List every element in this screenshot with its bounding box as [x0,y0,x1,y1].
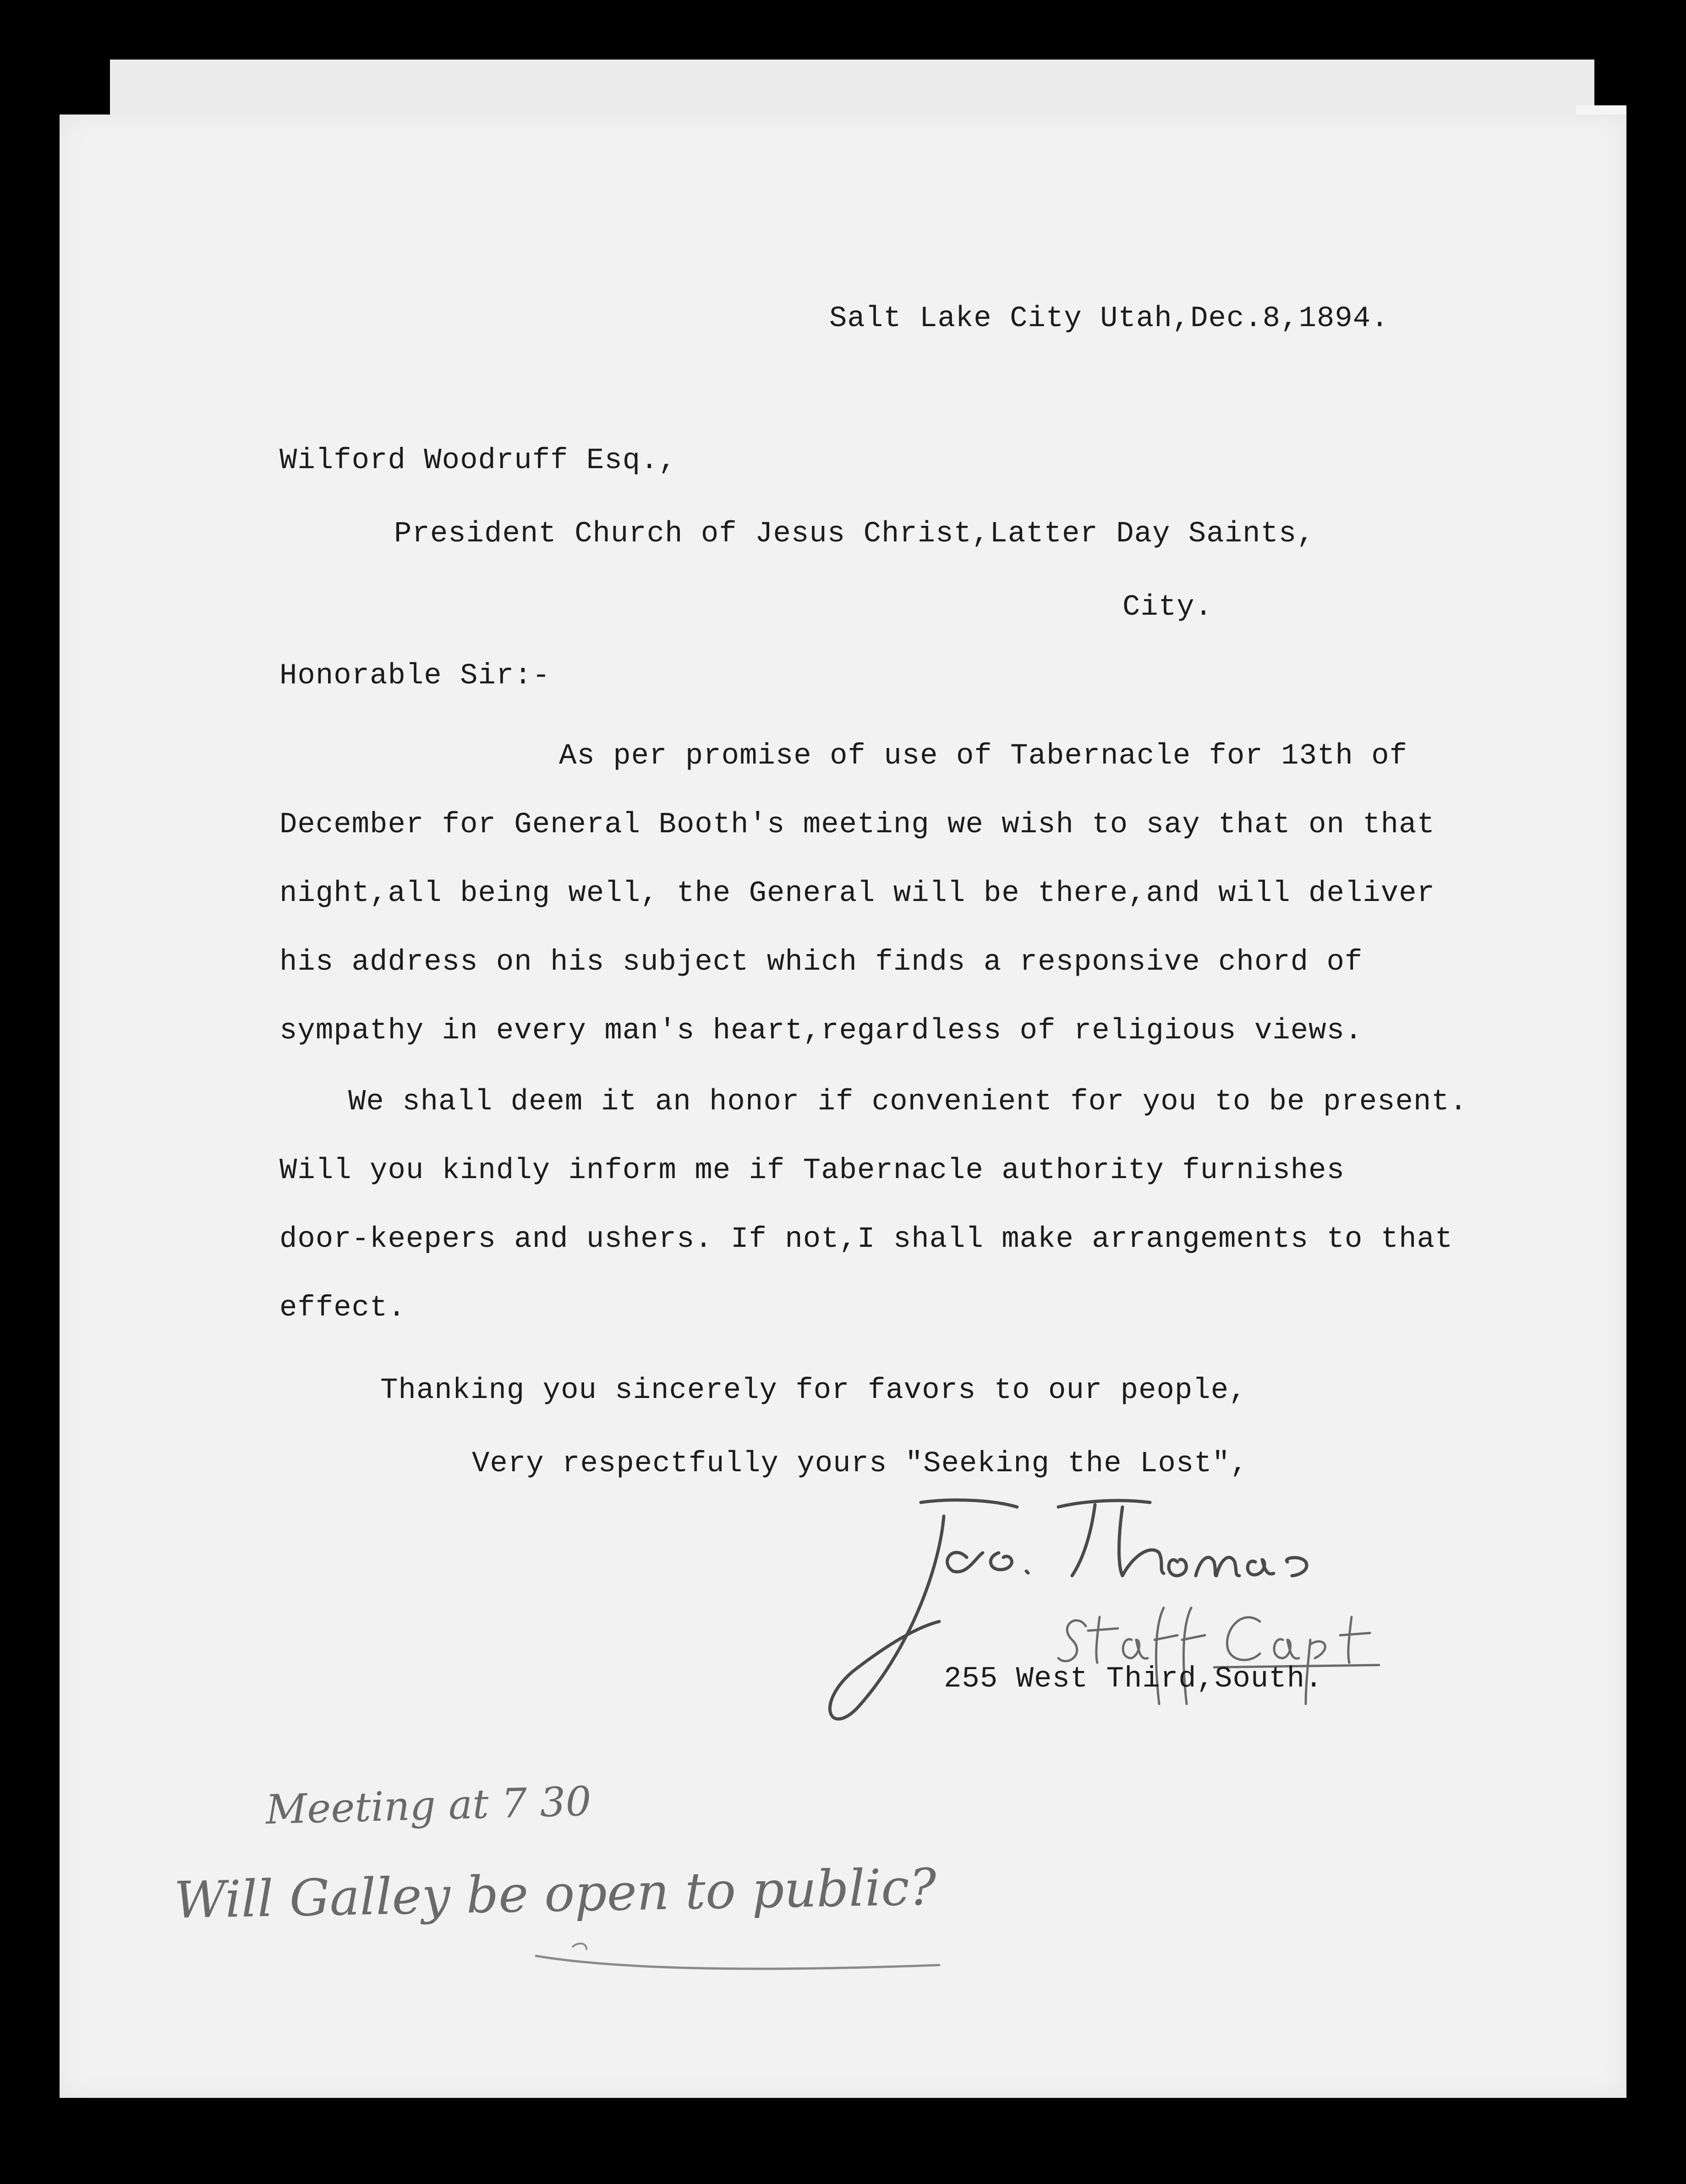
body-line: December for General Booth's meeting we wish to say that on that [279,808,1435,841]
body-line: door-keepers and ushers. If not,I shall make arrangements to that [279,1223,1453,1256]
salutation: Honorable Sir:- [279,660,551,693]
signature-image [802,1489,1397,1745]
thanks-line: Thanking you sincerely for favors to our people, [380,1374,1247,1407]
pencil-underline [527,1928,948,1983]
recipient-city: City. [1122,591,1213,624]
body-line: As per promise of use of Tabernacle for 13th of [559,740,1408,773]
body-line: his address on his subject which finds a responsive chord of [279,946,1363,979]
pencil-note-meeting-time: Meeting at 7 30 [265,1777,592,1834]
body-line: Will you kindly inform me if Tabernacle authority furnishes [279,1154,1345,1187]
body-line: night,all being well, the General will be there,and will deliver [279,877,1435,910]
dateline: Salt Lake City Utah,Dec.8,1894. [829,302,1389,335]
body-line: We shall deem it an honor if convenient for you to be present. [348,1086,1468,1119]
body-line: sympathy in every man's heart,regardless of religious views. [279,1015,1363,1048]
pencil-note-gallery-question: Will Galley be open to public? [174,1857,937,1930]
return-address: 255 West Third,South. [944,1663,1323,1696]
recipient-name: Wilford Woodruff Esq., [279,444,677,477]
body-line: effect. [279,1292,406,1325]
recipient-title: President Church of Jesus Christ,Latter Day Saints, [394,518,1315,551]
letter-page [60,115,1626,2098]
closing-line: Very respectfully yours "Seeking the Lost", [472,1447,1248,1480]
